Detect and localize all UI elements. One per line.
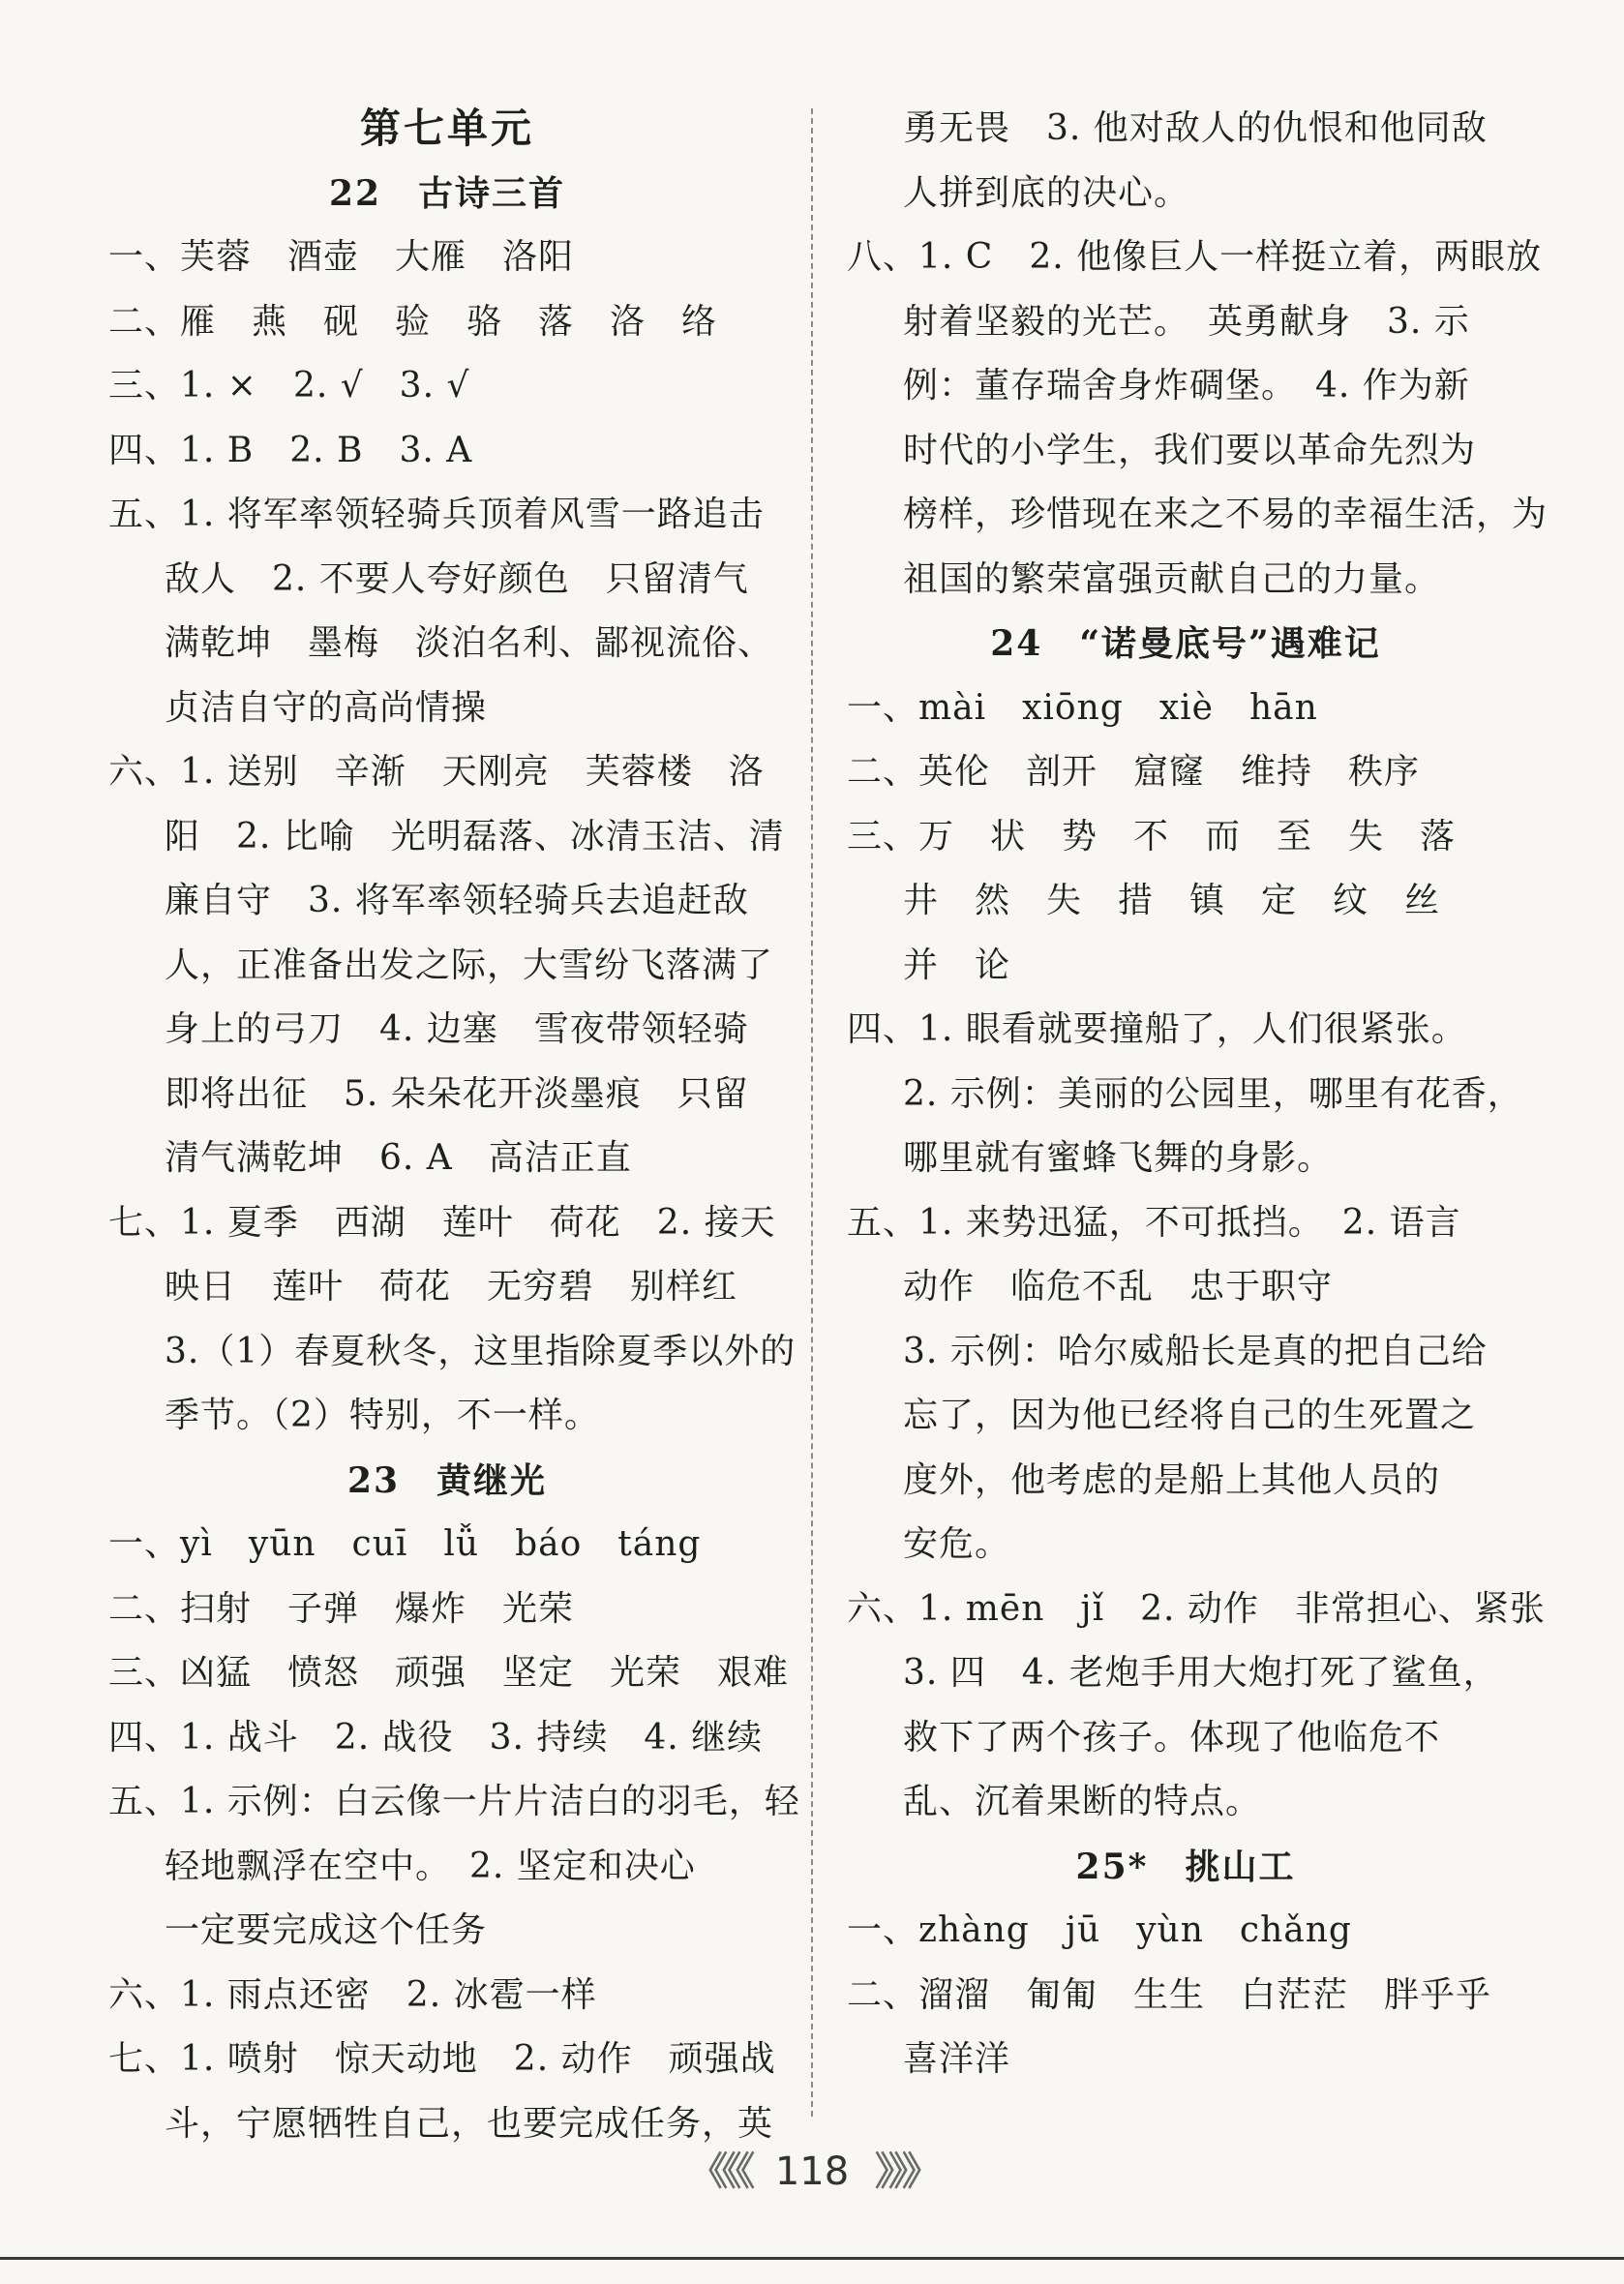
- answer-line: 3.（1）春夏秋冬，这里指除夏季以外的: [165, 1331, 797, 1371]
- answer-line: 时代的小学生，我们要以革命先烈为: [903, 430, 1477, 470]
- answer-line: 四、1. B 2. B 3. A: [108, 430, 473, 470]
- answer-line: 人，正准备出发之际，大雪纷飞落满了: [165, 945, 774, 985]
- answer-line: 救下了两个孩子。体现了他临危不: [903, 1717, 1441, 1758]
- lesson-23-title: 23 黄继光: [346, 1459, 548, 1501]
- answer-line: 四、1. 战斗 2. 战役 3. 持续 4. 继续: [108, 1717, 764, 1758]
- answer-line: 阳 2. 比喻 光明磊落、冰清玉洁、清: [165, 816, 785, 856]
- answer-line: 人拼到底的决心。: [903, 172, 1190, 213]
- answer-line: 勇无畏 3. 他对敌人的仇恨和他同敌: [903, 108, 1488, 148]
- answer-line: 二、扫射 子弹 爆炸 光荣: [108, 1588, 575, 1629]
- answer-line: 满乾坤 墨梅 淡泊名利、鄙视流俗、: [165, 623, 774, 663]
- right-column: [847, 97, 1549, 2092]
- unit-title: 第七单元: [359, 105, 534, 152]
- answer-line: 三、万 状 势 不 而 至 失 落: [847, 816, 1457, 856]
- answer-line: 季节。（2）特别，不一样。: [165, 1396, 600, 1435]
- answer-line: 廉自守 3. 将军率领轻骑兵去追赶敌: [165, 881, 749, 920]
- lesson-25-title: 25* 挑山工: [1075, 1846, 1296, 1887]
- page-number-right-ornament: 》》》: [874, 2149, 935, 2194]
- answer-line: 祖国的繁荣富强贡献自己的力量。: [903, 558, 1441, 599]
- answer-line: 三、1. × 2. √ 3. √: [108, 366, 470, 406]
- answer-line: 忘了，因为他已经将自己的生死置之: [903, 1396, 1477, 1435]
- answer-line: 榜样，珍惜现在来之不易的幸福生活，为: [903, 495, 1549, 534]
- answer-line: 一定要完成这个任务: [165, 1910, 488, 1950]
- answer-line: 喜洋洋: [903, 2039, 1011, 2079]
- page-footer: [0, 2141, 1624, 2196]
- answer-line: 动作 临危不乱 忠于职守: [903, 1267, 1334, 1307]
- answer-line: 敌人 2. 不要人夸好颜色 只留清气: [165, 558, 749, 599]
- answer-line: 井 然 失 措 镇 定 纹 丝: [903, 881, 1441, 920]
- answer-line: 五、1. 示例：白云像一片片洁白的羽毛，轻: [108, 1782, 800, 1821]
- answer-line: 3. 示例：哈尔威船长是真的把自己给: [903, 1331, 1488, 1371]
- answer-line: 并 论: [903, 945, 1011, 985]
- answer-line: 一、芙蓉 酒壶 大雁 洛阳: [108, 237, 575, 277]
- answer-line: 一、zhàng jū yùn chǎng: [847, 1910, 1352, 1950]
- answer-line: 四、1. 眼看就要撞船了，人们很紧张。: [847, 1009, 1467, 1049]
- answer-line: 五、1. 来势迅猛，不可抵挡。 2. 语言: [847, 1202, 1461, 1243]
- answer-line: 一、yì yūn cuī lǚ báo táng: [108, 1524, 702, 1564]
- answer-line: 乱、沉着果断的特点。: [903, 1782, 1262, 1821]
- bottom-rule: [0, 2257, 1624, 2260]
- answer-line: 八、1. C 2. 他像巨人一样挺立着，两眼放: [847, 237, 1543, 277]
- page-number-left-ornament: 《《《: [689, 2149, 750, 2194]
- answer-line: 六、1. mēn jǐ 2. 动作 非常担心、紧张: [847, 1588, 1546, 1629]
- answer-line: 二、英伦 剖开 窟窿 维持 秩序: [847, 752, 1421, 792]
- answer-line: 哪里就有蜜蜂飞舞的身影。: [903, 1138, 1334, 1178]
- page-number: 118: [774, 2149, 850, 2194]
- answer-line: 三、凶猛 愤怒 顽强 坚定 光荣 艰难: [108, 1653, 790, 1693]
- answer-line: 七、1. 喷射 惊天动地 2. 动作 顽强战: [108, 2039, 776, 2079]
- answer-line: 即将出征 5. 朵朵花开淡墨痕 只留: [165, 1073, 749, 1114]
- answer-line: 七、1. 夏季 西湖 莲叶 荷花 2. 接天: [108, 1202, 776, 1243]
- answer-line: 轻地飘浮在空中。 2. 坚定和决心: [165, 1846, 696, 1886]
- lesson-22-title: 22 古诗三首: [328, 172, 566, 214]
- answer-line: 清气满乾坤 6. A 高洁正直: [165, 1138, 632, 1178]
- answer-line: 射着坚毅的光芒。 英勇献身 3. 示: [903, 301, 1470, 342]
- answer-line: 安危。: [903, 1524, 1011, 1564]
- answer-line: 二、溜溜 匍匍 生生 白茫茫 胖乎乎: [847, 1974, 1492, 2015]
- answer-line: 二、雁 燕 砚 验 骆 落 洛 络: [108, 301, 718, 342]
- answer-line: 五、1. 将军率领轻骑兵顶着风雪一路追击: [108, 495, 765, 534]
- answer-line: 贞洁自守的高尚情操: [165, 687, 488, 728]
- answer-line: 斗，宁愿牺牲自己，也要完成任务，英: [165, 2103, 774, 2144]
- answer-line: 六、1. 送别 辛渐 天刚亮 芙蓉楼 洛: [108, 752, 765, 792]
- answer-line: 六、1. 雨点还密 2. 冰雹一样: [108, 1974, 597, 2015]
- lesson-24-title: 24 “诺曼底号”遇难记: [990, 623, 1381, 664]
- answer-line: 身上的弓刀 4. 边塞 雪夜带领轻骑: [165, 1009, 749, 1049]
- column-divider: [811, 108, 813, 2117]
- answer-line: 度外，他考虑的是船上其他人员的: [903, 1459, 1441, 1500]
- answer-line: 一、mài xiōng xiè hān: [847, 687, 1318, 728]
- left-column: [108, 97, 800, 2156]
- answer-line: 映日 莲叶 荷花 无穷碧 别样红: [165, 1267, 738, 1307]
- answer-line: 2. 示例：美丽的公园里，哪里有花香，: [903, 1073, 1523, 1114]
- answer-line: 例：董存瑞舍身炸碉堡。 4. 作为新: [903, 366, 1470, 406]
- answer-line: 3. 四 4. 老炮手用大炮打死了鲨鱼，: [903, 1653, 1499, 1693]
